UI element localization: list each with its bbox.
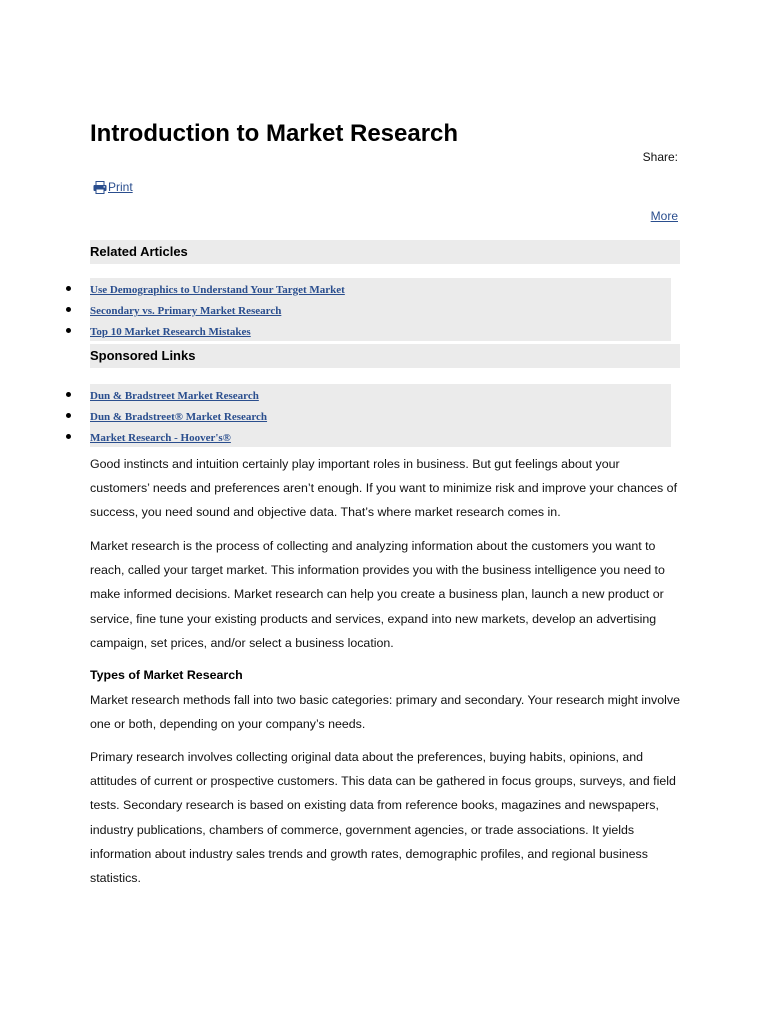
list-item bbox=[90, 299, 671, 320]
related-articles-heading: Related Articles bbox=[90, 240, 680, 264]
body-paragraph: Market research methods fall into two basic categories: primary and secondary. Your research might involve one or both, depending on your company’s needs. bbox=[90, 693, 680, 732]
print-link[interactable] bbox=[93, 180, 133, 194]
list-item bbox=[90, 405, 671, 426]
sponsored-links-list bbox=[90, 384, 671, 447]
related-link-top-10-mistakes[interactable]: Top 10 Market Research Mistakes bbox=[90, 326, 251, 338]
body-paragraph: Good instincts and intuition certainly play important roles in business. But gut feelings about your customers’ needs and preferences aren’t enough. If you want to minimize risk and improve your chances of success, you need sound and objective data. That’s where market research comes in. bbox=[90, 457, 678, 520]
bullet-icon bbox=[66, 392, 71, 397]
bullet-icon bbox=[66, 328, 71, 333]
list-item bbox=[90, 278, 671, 299]
list-item bbox=[90, 384, 671, 405]
page-title: Introduction to Market Research bbox=[90, 120, 459, 147]
related-articles-list bbox=[90, 278, 671, 341]
related-link-demographics[interactable]: Use Demographics to Understand Your Target Market bbox=[90, 284, 345, 296]
body-paragraph: Primary research involves collecting original data about the preferences, buying habits, opinions, and attitudes of current or prospective customers. This data can be gathered in focus groups, surveys, and field tests. Secondary research is based on existing data from reference books, magazines and newspapers, industry publications, chambers of commerce, government agencies, or trade associations. It yields information about industry sales trends and growth rates, demographic profiles, and regional business statistics. bbox=[90, 750, 676, 886]
body-paragraph: Market research is the process of collecting and analyzing information about the customers you want to reach, called your target market. This information provides you with the business intelligence you need to make informed decisions. Market research can help you create a business plan, launch a new product or service, fine tune your existing products and services, expand into new markets, develop an advertising campaign, set prices, and/or select a business location. bbox=[90, 539, 665, 650]
related-link-secondary-vs-primary[interactable]: Secondary vs. Primary Market Research bbox=[90, 305, 282, 317]
bullet-icon bbox=[66, 307, 71, 312]
sponsored-links-heading: Sponsored Links bbox=[90, 344, 680, 368]
bullet-icon bbox=[66, 286, 71, 291]
bullet-icon bbox=[66, 413, 71, 418]
print-label: Print bbox=[108, 180, 133, 194]
list-item bbox=[90, 426, 671, 447]
printer-icon bbox=[93, 181, 107, 194]
sponsored-link-dnb-registered[interactable]: Dun & Bradstreet® Market Research bbox=[90, 411, 268, 423]
sponsored-link-hoovers[interactable]: Market Research - Hoover's® bbox=[90, 432, 231, 444]
list-item bbox=[90, 320, 671, 341]
share-label: Share: bbox=[642, 150, 678, 164]
section-subheading: Types of Market Research bbox=[90, 668, 243, 682]
more-link[interactable]: More bbox=[650, 209, 678, 223]
sponsored-link-dnb[interactable]: Dun & Bradstreet Market Research bbox=[90, 390, 259, 402]
bullet-icon bbox=[66, 434, 71, 439]
